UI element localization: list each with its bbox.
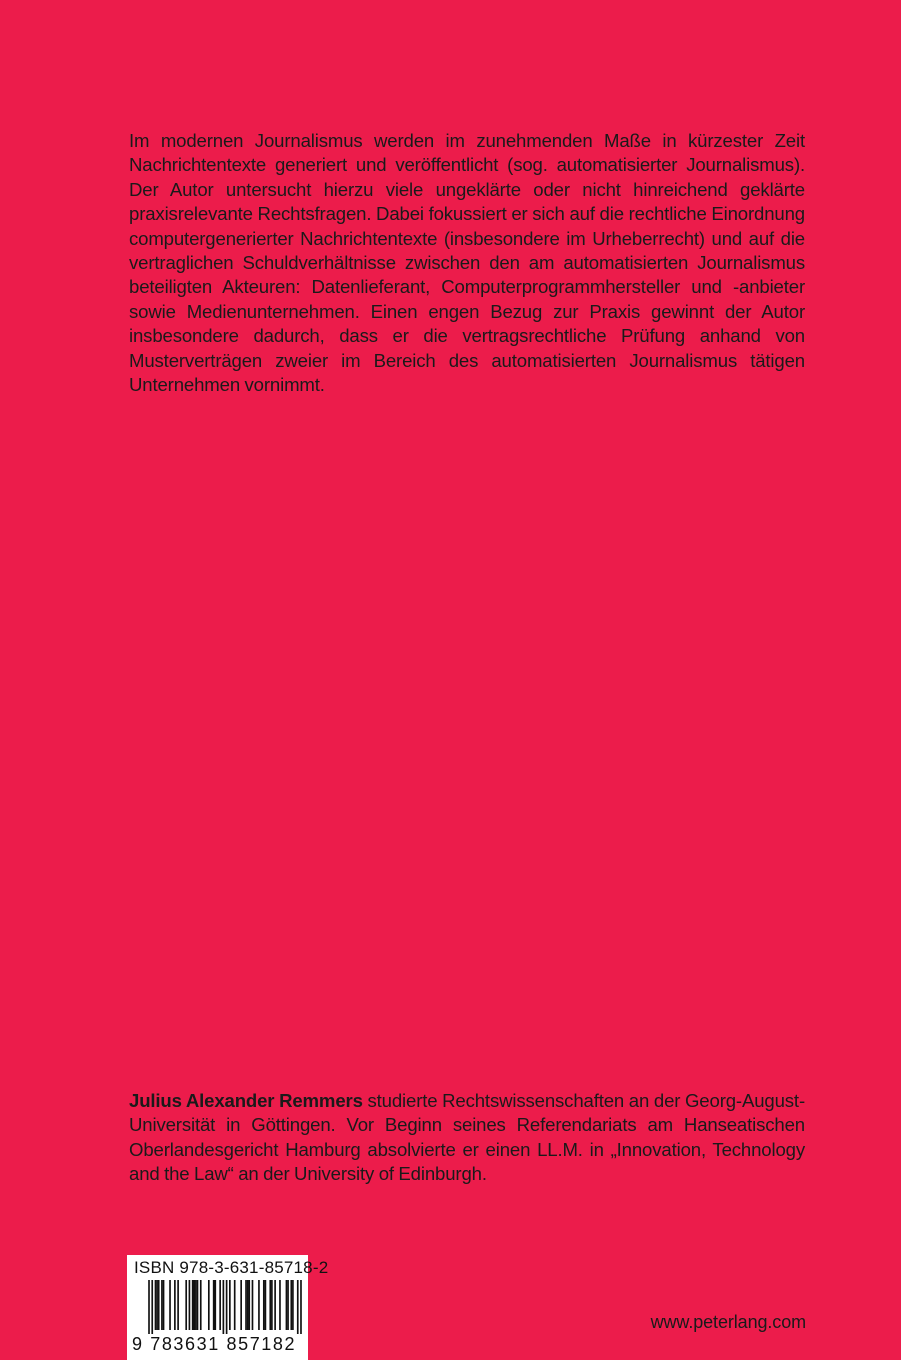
barcode-bar xyxy=(297,1280,299,1334)
barcode-bar xyxy=(223,1280,225,1334)
barcode-bar xyxy=(192,1280,194,1330)
author-bio xyxy=(129,1089,805,1187)
barcode-bar xyxy=(245,1280,247,1330)
barcode-bar xyxy=(200,1280,202,1330)
barcode-bar xyxy=(234,1280,236,1330)
barcode-bar xyxy=(161,1280,163,1330)
author-name: Julius Alexander Remmers xyxy=(129,1090,363,1111)
barcode-digits: 9 783631 857182 xyxy=(132,1334,297,1354)
barcode-bar xyxy=(247,1280,249,1330)
barcode-bar xyxy=(287,1280,289,1330)
barcode-bar xyxy=(252,1280,254,1330)
barcode-bar xyxy=(195,1280,197,1330)
barcode-bar xyxy=(163,1280,165,1330)
barcode-bar xyxy=(169,1280,171,1330)
barcode-bar xyxy=(156,1280,158,1330)
isbn-barcode xyxy=(127,1255,329,1360)
barcode-bar xyxy=(229,1280,231,1330)
barcode-bar xyxy=(219,1280,221,1330)
barcode-bar xyxy=(185,1280,187,1330)
barcode-bar xyxy=(240,1280,242,1330)
barcode-bar xyxy=(269,1280,271,1330)
barcode-bar xyxy=(158,1280,160,1330)
back-cover-blurb: Im modernen Journalismus werden im zunehmenden Maße in kürzester Zeit Nachrichtentexte generiert und veröffentlicht (sog. automatisierter Journalismus). Der Autor untersucht hierzu viele ungeklärte oder nicht hinreichend geklärte praxisrelevante Rechtsfragen. Dabei fokussiert er sich auf die rechtliche Einordnung computergenerierter Nachrichtentexte (insbesondere im Urheberrecht) und auf die vertraglichen Schuldverhältnisse zwischen den am automatisierten Journalismus beteiligten Akteuren: Datenlieferant, Computerprogrammhersteller und -anbieter sowie Medienunternehmen. Einen engen Bezug zur Praxis gewinnt der Autor insbesondere dadurch, dass er die vertragsrechtliche Prüfung anhand von Musterverträgen zweier im Bereich des automatisierten Journalismus tätigen Unternehmen vornimmt. xyxy=(129,130,805,396)
author-bio-text: studierte Rechtswissenschaften an der Georg-August-Universität in Göttingen. Vor Beginn seines Referendariats am Hanseatischen Oberlandesgericht Hamburg absolvierte er einen LL.M. in „Innovation, Technology and the Law“ an der University of Edinburgh. xyxy=(129,1090,805,1185)
barcode-icon xyxy=(132,1280,305,1334)
barcode-bar xyxy=(248,1280,250,1330)
barcode-bar xyxy=(177,1280,179,1330)
barcode-bar xyxy=(300,1280,302,1334)
barcode-bar xyxy=(148,1280,150,1334)
barcode-bar xyxy=(271,1280,273,1330)
publisher-website: www.peterlang.com xyxy=(650,1312,806,1332)
barcode-bar xyxy=(193,1280,195,1330)
barcode-bar xyxy=(263,1280,265,1330)
barcode-bar xyxy=(265,1280,267,1330)
isbn-label: ISBN 978-3-631-85718-2 xyxy=(134,1258,329,1277)
barcode-bar xyxy=(151,1280,153,1334)
barcode-bar xyxy=(226,1280,228,1334)
barcode-bar xyxy=(290,1280,292,1330)
barcode-bar xyxy=(274,1280,276,1330)
barcode-bar xyxy=(286,1280,288,1330)
barcode-bar xyxy=(258,1280,260,1330)
barcode-bar xyxy=(292,1280,294,1330)
barcode-bar xyxy=(174,1280,176,1330)
barcode-bar xyxy=(279,1280,281,1330)
barcode-bar xyxy=(213,1280,215,1330)
barcode-bar xyxy=(197,1280,199,1330)
barcode-bar xyxy=(208,1280,210,1330)
barcode-bar xyxy=(189,1280,191,1330)
barcode-bar xyxy=(155,1280,157,1330)
barcode-bar xyxy=(214,1280,216,1330)
